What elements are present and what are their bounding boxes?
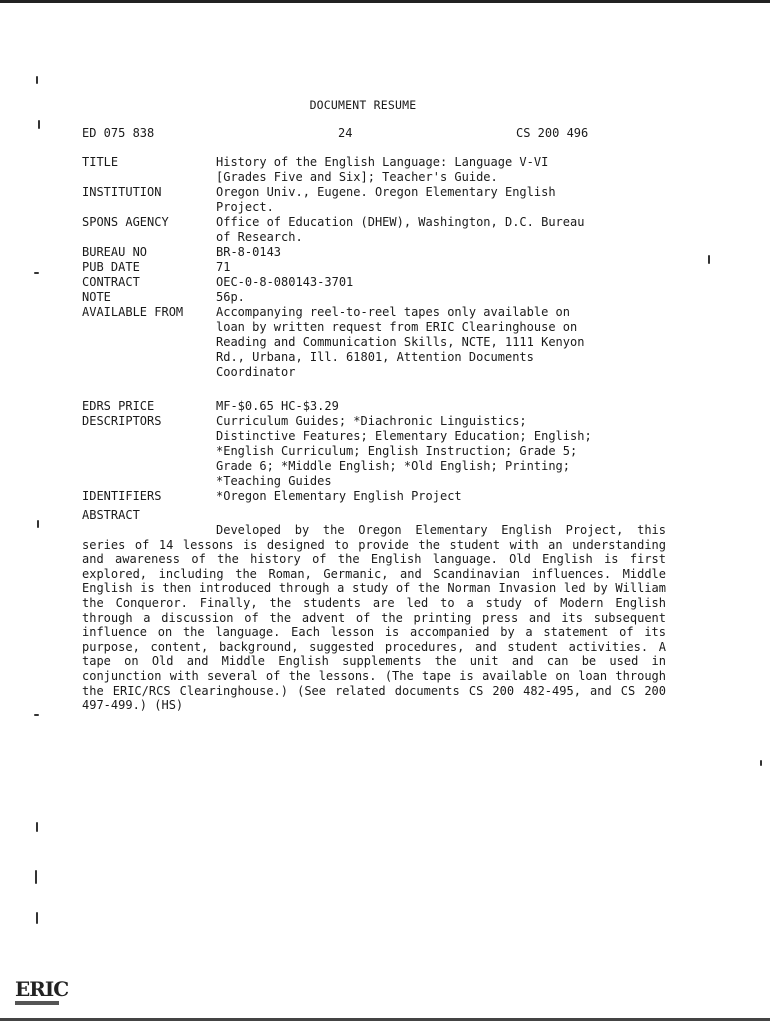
scan-speck (37, 520, 39, 528)
ed-number: ED 075 838 (82, 126, 155, 140)
document-title: DOCUMENT RESUME (309, 98, 417, 112)
abstract-heading: ABSTRACT (82, 508, 140, 522)
field-value: 71 (216, 260, 231, 274)
field-value: Curriculum Guides; *Diachronic Linguistics; Distinctive Features; Elementary Education; English; *English Curriculum; English Instruction; Grade 5; Grade 6; *Middle English; *Old English; Printing; *Teaching Guides (216, 414, 592, 488)
scan-speck (34, 714, 39, 716)
field-label: INSTITUTION (82, 185, 162, 199)
scan-speck (35, 870, 37, 884)
field-identifiers (82, 489, 662, 504)
field-label: PUB DATE (82, 260, 140, 274)
section-gap (82, 380, 662, 399)
field-contract (82, 275, 662, 290)
cs-number: CS 200 496 (516, 126, 589, 140)
field-value: 56p. (216, 290, 245, 304)
field-value: BR-8-0143 (216, 245, 282, 259)
field-label: SPONS AGENCY (82, 215, 169, 229)
field-edrs-price (82, 399, 662, 414)
field-label: EDRS PRICE (82, 399, 155, 413)
field-label: IDENTIFIERS (82, 489, 162, 503)
field-spons-agency (82, 215, 662, 245)
field-value: Accompanying reel-to-reel tapes only available on loan by written request from ERIC Clearinghouse on Reading and Communication Skills, NCTE, 1111 Kenyon Rd., Urbana, Ill. 61801, Attention Documents Coordinator (216, 305, 585, 379)
field-value: Office of Education (DHEW), Washington, D.C. Bureau of Research. (216, 215, 585, 244)
field-bureau-no (82, 245, 662, 260)
field-descriptors (82, 414, 662, 489)
field-institution (82, 185, 662, 215)
field-title (82, 155, 662, 185)
top-border (0, 0, 770, 3)
field-label: CONTRACT (82, 275, 140, 289)
side-stamp-mark (706, 438, 718, 498)
field-pub-date (82, 260, 662, 275)
scan-speck (36, 822, 38, 832)
page-code: 24 (338, 126, 353, 140)
metadata-fields (82, 155, 662, 504)
eric-logo-text: ERIC (15, 977, 69, 1001)
field-note (82, 290, 662, 305)
bottom-border (0, 1018, 770, 1021)
scan-speck (38, 120, 40, 129)
field-label: NOTE (82, 290, 111, 304)
field-value: MF-$0.65 HC-$3.29 (216, 399, 339, 413)
field-label: AVAILABLE FROM (82, 305, 184, 319)
eric-logo (15, 977, 69, 1007)
field-label: BUREAU NO (82, 245, 148, 259)
field-value: *Oregon Elementary English Project (216, 489, 462, 503)
field-label: DESCRIPTORS (82, 414, 162, 428)
scan-speck (708, 255, 710, 264)
scan-speck (760, 760, 762, 766)
scan-speck (36, 912, 38, 924)
field-value: OEC-0-8-080143-3701 (216, 275, 354, 289)
field-label: TITLE (82, 155, 119, 169)
scan-speck (34, 272, 39, 274)
field-available-from (82, 305, 662, 380)
field-value: History of the English Language: Language V-VI [Grades Five and Six]; Teacher's Guide. (216, 155, 549, 184)
field-value: Oregon Univ., Eugene. Oregon Elementary English Project. (216, 185, 556, 214)
scan-speck (36, 76, 38, 84)
abstract-text: Developed by the Oregon Elementary English Project, this series of 14 lessons is designed to provide the student with an understanding and awareness of the history of the English language. Old English is first explored, including the Roman, Germanic, and Scandinavian influences. Middle English is then introduced through a study of the Norman Invasion led by William the Conqueror. Finally, the students are led to a study of Modern English through a discussion of the advent of the printing press and its subsequent influence on the language. Each lesson is accompanied by a statement of its purpose, content, background, suggested procedures, and student activities. A tape on Old and Middle English supplements the unit and can be used in conjunction with several of the lessons. (The tape is available on loan through the ERIC/RCS Clearinghouse.) (See related documents CS 200 482-495, and CS 200 497-499.) (HS) (82, 523, 666, 713)
eric-logo-bar (15, 1001, 59, 1005)
